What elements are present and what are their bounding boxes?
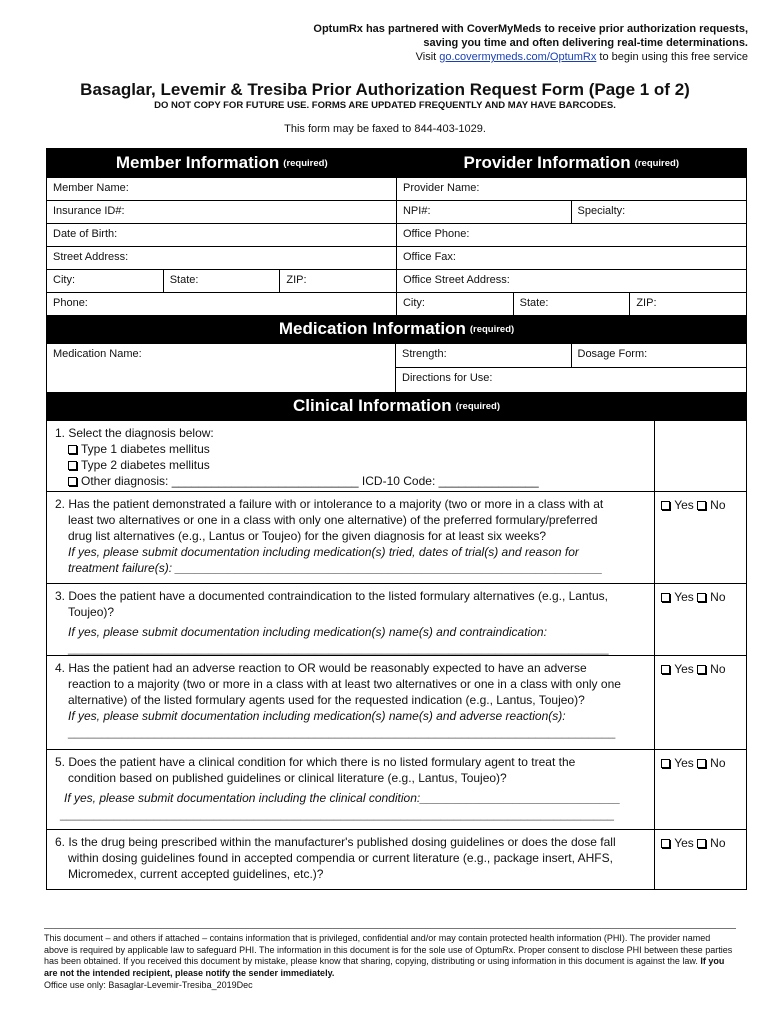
provider-state-field[interactable]: State: xyxy=(513,293,630,315)
question-5-line: 5. Does the patient have a clinical condition for which there is no listed formulary agent to treat the xyxy=(55,755,576,769)
question-2-body xyxy=(47,492,654,583)
question-3 xyxy=(47,583,746,655)
visit-text: Visit xyxy=(415,51,440,63)
question-6-line: Micromedex, current accepted guidelines, etc.)? xyxy=(68,867,324,881)
do-not-copy-warning: DO NOT COPY FOR FUTURE USE. FORMS ARE UPDATED FREQUENTLY AND MAY HAVE BARCODES. xyxy=(154,100,616,111)
question-6-line: 6. Is the drug being prescribed within the manufacturer's published dosing guidelines or does the dose fall xyxy=(55,835,616,849)
question-5-body xyxy=(47,750,654,829)
member-name-field[interactable]: Member Name: xyxy=(53,182,129,194)
partner-line-2: saving you time and often delivering real-time determinations. xyxy=(423,37,748,49)
office-street-field[interactable]: Office Street Address: xyxy=(396,270,746,292)
question-2-line: least two alternatives or one in a class with only one alternative) of the preferred formulary/preferred xyxy=(68,513,598,527)
no-checkbox-icon[interactable] xyxy=(697,501,706,510)
question-4-line: reaction to a majority (two or more in a class with at least two alternatives or one in a class with only one xyxy=(68,677,621,691)
question-5-line: condition based on published guidelines or clinical literature (e.g., Lantus, Toujeo)? xyxy=(68,771,507,785)
form-row xyxy=(47,343,746,392)
question-2 xyxy=(47,491,746,583)
question-3-line: 3. Does the patient have a documented contraindication to the listed formulary alternatives (e.g., Lantus, xyxy=(55,589,608,603)
member-zip-field[interactable]: ZIP: xyxy=(279,270,396,292)
dob-field[interactable]: Date of Birth: xyxy=(53,228,118,240)
provider-zip-field[interactable]: ZIP: xyxy=(629,293,746,315)
diagnosis-other-option[interactable]: Other diagnosis: ____________________________ ICD-10 Code: _______________ xyxy=(55,473,646,489)
partner-notice xyxy=(188,22,748,64)
no-checkbox-icon[interactable] xyxy=(697,593,706,602)
office-use-label: Office use only: Basaglar-Levemir-Tresiba_2019Dec xyxy=(44,980,253,990)
contraindication-field[interactable]: _________________________________________________________________________________ xyxy=(68,641,609,655)
checkbox-icon[interactable] xyxy=(68,477,77,486)
yes-checkbox-icon[interactable] xyxy=(661,839,670,848)
no-checkbox-icon[interactable] xyxy=(697,665,706,674)
medication-name-field[interactable]: Medication Name: xyxy=(53,348,142,360)
no-checkbox-icon[interactable] xyxy=(697,759,706,768)
form-row xyxy=(47,246,746,269)
partner-line-1: OptumRx has partnered with CoverMyMeds to receive prior authorization requests, xyxy=(313,23,748,35)
provider-name-field[interactable]: Provider Name: xyxy=(396,178,746,200)
street-address-field[interactable]: Street Address: xyxy=(53,251,129,263)
provider-heading: Provider Information (required) xyxy=(463,153,680,172)
member-provider-header xyxy=(47,149,746,177)
question-4-line: 4. Has the patient had an adverse reaction to OR would be reasonably expected to have an adverse xyxy=(55,661,587,675)
form-row xyxy=(47,269,746,292)
question-4-instruction: If yes, please submit documentation including medication(s) name(s) and adverse reaction(s): xyxy=(68,709,566,723)
form-row xyxy=(47,223,746,246)
form-row xyxy=(47,200,746,223)
confidentiality-text: This document – and others if attached – contains information that is privileged, confidential and/or may contain protected health information (PHI). The provider named above is required by applicable law to safeguard PHI. The information in this document is for the sole use of OptumRx. Proper consent to disclose PHI between these parties has been obtained. If you received this document by mistake, please know that sharing, copying, distributing or using information in this document is against the law. xyxy=(44,933,733,966)
no-checkbox-icon[interactable] xyxy=(697,839,706,848)
form-row xyxy=(47,177,746,200)
diagnosis-type2-option[interactable]: Type 2 diabetes mellitus xyxy=(55,457,646,473)
form-row xyxy=(47,292,746,315)
question-3-body xyxy=(47,584,654,655)
question-2-line: 2. Has the patient demonstrated a failure with or intolerance to a majority (two or more in a class with at xyxy=(55,497,604,511)
member-heading: Member Information (required) xyxy=(115,153,328,172)
question-6-body xyxy=(47,830,654,889)
question-2-instruction: If yes, please submit documentation including medication(s) tried, dates of trial(s) and reason for xyxy=(68,545,579,559)
partner-line-3 xyxy=(188,50,748,64)
member-phone-field[interactable]: Phone: xyxy=(53,297,88,309)
strength-field[interactable]: Strength: xyxy=(402,348,447,360)
office-fax-field[interactable]: Office Fax: xyxy=(396,247,746,269)
question-4-answer: Yes No xyxy=(654,656,746,749)
specialty-field[interactable]: Specialty: xyxy=(571,201,747,223)
adverse-reaction-field[interactable]: __________________________________________________________________________________ xyxy=(68,725,616,739)
clinical-condition-line[interactable]: ___________________________________________________________________________________ xyxy=(60,807,614,821)
office-phone-field[interactable]: Office Phone: xyxy=(396,224,746,246)
question-3-instruction: If yes, please submit documentation including medication(s) name(s) and contraindication: xyxy=(68,625,547,639)
question-2-line: drug list alternatives (e.g., Lantus or Toujeo) for the given diagnosis for at least six weeks? xyxy=(68,529,547,543)
question-6-line: within dosing guidelines found in accepted compendia or current literature (e.g., package insert, AHFS, xyxy=(68,851,613,865)
question-1-body xyxy=(47,421,654,491)
insurance-id-field[interactable]: Insurance ID#: xyxy=(53,205,125,217)
yes-checkbox-icon[interactable] xyxy=(661,759,670,768)
question-3-answer: Yes No xyxy=(654,584,746,655)
checkbox-icon[interactable] xyxy=(68,461,77,470)
clinical-header: Clinical Information (required) xyxy=(47,392,746,420)
question-5-answer: Yes No xyxy=(654,750,746,829)
question-6 xyxy=(47,829,746,889)
directions-field[interactable]: Directions for Use: xyxy=(396,367,746,392)
diagnosis-type1-option[interactable]: Type 1 diabetes mellitus xyxy=(55,441,646,457)
npi-field[interactable]: NPI#: xyxy=(396,201,571,223)
footer-divider xyxy=(44,928,736,929)
checkbox-icon[interactable] xyxy=(68,445,77,454)
form-title: Basaglar, Levemir & Tresiba Prior Authorization Request Form (Page 1 of 2) xyxy=(80,80,690,99)
question-4-body xyxy=(47,656,654,749)
confidentiality-notice xyxy=(44,933,736,979)
question-3-line: Toujeo)? xyxy=(68,605,115,619)
dosage-form-field[interactable]: Dosage Form: xyxy=(571,344,747,367)
question-5 xyxy=(47,749,746,829)
question-1 xyxy=(47,420,746,491)
medication-header: Medication Information (required) xyxy=(47,315,746,343)
question-2-answer: Yes No xyxy=(654,492,746,583)
question-4-line: alternative) of the listed formulary agents used for the requested indication (e.g., Lantus, Toujeo)? xyxy=(68,693,585,707)
yes-checkbox-icon[interactable] xyxy=(661,501,670,510)
yes-checkbox-icon[interactable] xyxy=(661,593,670,602)
question-1-text: 1. Select the diagnosis below: xyxy=(55,426,214,440)
question-1-answer xyxy=(654,421,746,491)
notify-sender-text: If you are not the intended recipient, please notify the sender immediately. xyxy=(44,956,725,978)
fax-instruction: This form may be faxed to 844-403-1029. xyxy=(284,123,486,135)
question-6-answer: Yes No xyxy=(654,830,746,889)
pa-form xyxy=(46,148,747,890)
clinical-condition-field[interactable]: If yes, please submit documentation including the clinical condition:______________________________ xyxy=(64,791,621,805)
free-service-text: to begin using this free service xyxy=(596,51,748,63)
member-state-field[interactable]: State: xyxy=(163,270,280,292)
question-4 xyxy=(47,655,746,749)
provider-city-field[interactable]: City: xyxy=(396,293,513,315)
treatment-failure-field[interactable]: treatment failure(s): ________________________________________________________________ xyxy=(68,561,603,575)
member-city-field[interactable]: City: xyxy=(53,274,75,286)
medication-details xyxy=(395,344,746,392)
yes-checkbox-icon[interactable] xyxy=(661,665,670,674)
covermymeds-link[interactable]: go.covermymeds.com/OptumRx xyxy=(439,51,597,63)
